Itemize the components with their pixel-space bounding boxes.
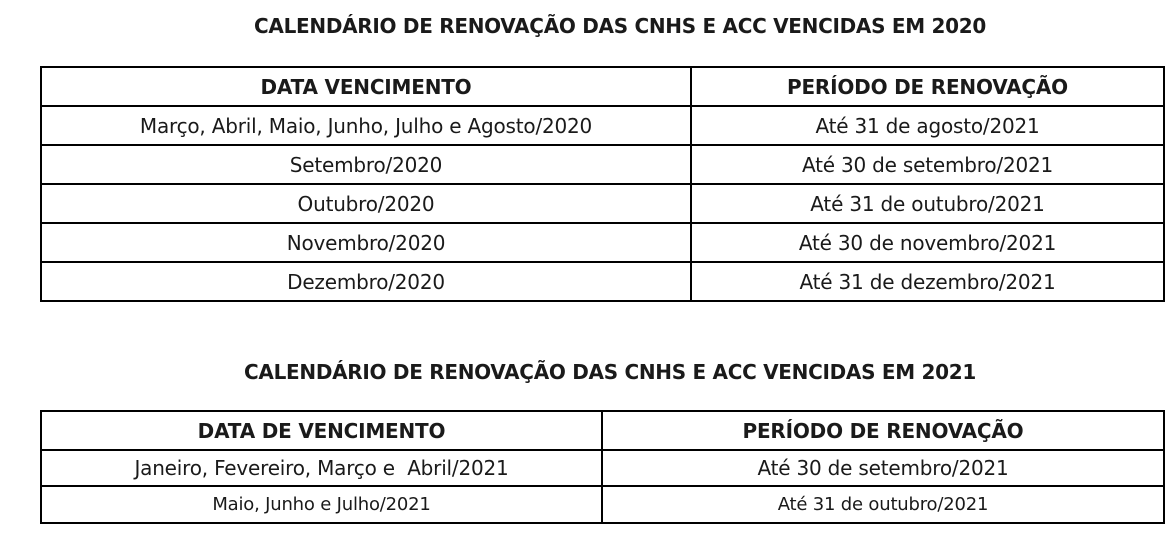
table-row [41,486,1164,523]
cell-renewal-period: Até 31 de dezembro/2021 [691,262,1164,301]
header-expiry-date: DATA DE VENCIMENTO [41,411,602,450]
cell-renewal-period: Até 30 de novembro/2021 [691,223,1164,262]
table-row [41,145,1164,184]
cell-expiry-date: Janeiro, Fevereiro, Março e Abril/2021 [41,450,602,486]
cell-renewal-period: Até 31 de outubro/2021 [602,486,1164,523]
table-header-row [41,67,1164,106]
cell-renewal-period: Até 31 de agosto/2021 [691,106,1164,145]
header-renewal-period: PERÍODO DE RENOVAÇÃO [602,411,1164,450]
table-row [41,106,1164,145]
renewal-table-2020 [40,66,1165,302]
cell-renewal-period: Até 31 de outubro/2021 [691,184,1164,223]
cell-expiry-date: Maio, Junho e Julho/2021 [41,486,602,523]
cell-expiry-date: Outubro/2020 [41,184,691,223]
cell-expiry-date: Novembro/2020 [41,223,691,262]
table-title-2020: CALENDÁRIO DE RENOVAÇÃO DAS CNHS E ACC VENCIDAS EM 2020 [254,14,986,38]
table-row [41,450,1164,486]
table-row [41,223,1164,262]
cell-expiry-date: Setembro/2020 [41,145,691,184]
table-title-2021: CALENDÁRIO DE RENOVAÇÃO DAS CNHS E ACC VENCIDAS EM 2021 [244,360,976,384]
header-expiry-date: DATA VENCIMENTO [41,67,691,106]
cell-expiry-date: Dezembro/2020 [41,262,691,301]
table-row [41,184,1164,223]
table-header-row [41,411,1164,450]
cell-expiry-date: Março, Abril, Maio, Junho, Julho e Agosto/2020 [41,106,691,145]
cell-renewal-period: Até 30 de setembro/2021 [602,450,1164,486]
header-renewal-period: PERÍODO DE RENOVAÇÃO [691,67,1164,106]
cell-renewal-period: Até 30 de setembro/2021 [691,145,1164,184]
table-row [41,262,1164,301]
renewal-table-2021 [40,410,1165,524]
